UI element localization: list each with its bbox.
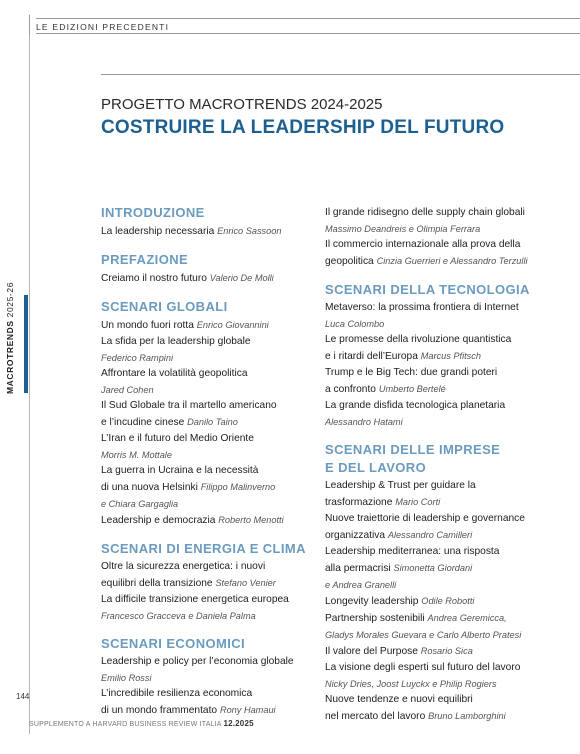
toc-entry: equilibri della transizione Stefano Venier <box>101 578 276 589</box>
margin-rule <box>29 35 30 734</box>
toc-entry: La difficile transizione energetica europea <box>101 594 289 605</box>
toc-entry: alla permacrisi Simonetta Giordani <box>325 563 473 574</box>
section-heading: SCENARI GLOBALI <box>101 299 228 314</box>
toc-entry: Il grande ridisegno delle supply chain globali <box>325 207 525 218</box>
toc-entry: Il commercio internazionale alla prova della <box>325 239 521 250</box>
section-heading: E DEL LAVORO <box>325 460 427 475</box>
toc-author: Emilio Rossi <box>101 673 152 683</box>
section-heading: SCENARI DELLE IMPRESE <box>325 442 501 457</box>
toc-column-right <box>325 205 547 725</box>
toc-entry: Un mondo fuori rotta Enrico Giovannini <box>101 320 269 331</box>
toc-entry: di una nuova Helsinki Filippo Malinverno <box>101 482 276 493</box>
page-title: COSTRUIRE LA LEADERSHIP DEL FUTURO <box>101 117 505 138</box>
toc-author: Luca Colombo <box>325 319 385 329</box>
section-heading: PREFAZIONE <box>101 252 189 267</box>
toc-entry: Longevity leadership Odile Robotti <box>325 596 475 607</box>
toc-entry: L’Iran e il futuro del Medio Oriente <box>101 433 254 444</box>
page-number: 144 <box>16 692 30 701</box>
section-heading: INTRODUZIONE <box>101 205 205 220</box>
footer <box>29 719 254 728</box>
header-rule-top <box>36 18 580 19</box>
toc-entry: Creiamo il nostro futuro Valerio De Molli <box>101 273 274 284</box>
toc-entry: Partnership sostenibili Andrea Geremicca, <box>325 613 507 624</box>
sidebar-brand: MACROTRENDS <box>5 320 15 394</box>
toc-entry: e i ritardi dell’Europa Marcus Pfitsch <box>325 351 481 362</box>
title-rule <box>101 74 580 75</box>
toc-author: e Andrea Granelli <box>325 580 397 590</box>
sidebar-years: 2025-26 <box>5 281 15 318</box>
toc-entry: di un mondo frammentato Rony Hamaui <box>101 705 276 716</box>
toc-entry: Leadership & Trust per guidare la <box>325 480 476 491</box>
toc-author: Alessandro Hatami <box>325 417 403 427</box>
footer-supplement: SUPPLEMENTO A HARVARD BUSINESS REVIEW ITALIA <box>29 721 222 728</box>
toc-author: Nicky Dries, Joost Luyckx e Philip Rogiers <box>325 679 497 689</box>
toc-entry: Affrontare la volatilità geopolitica <box>101 368 248 379</box>
toc-entry: Trump e le Big Tech: due grandi poteri <box>325 367 498 378</box>
kicker: PROGETTO MACROTRENDS 2024-2025 <box>101 96 383 113</box>
toc-entry: Leadership mediterranea: una risposta <box>325 546 500 557</box>
section-heading: SCENARI DI ENERGIA E CLIMA <box>101 541 306 556</box>
toc-entry: e l’incudine cinese Danilo Taino <box>101 417 238 428</box>
toc-entry: organizzativa Alessandro Camilleri <box>325 530 473 541</box>
toc-entry: trasformazione Mario Corti <box>325 497 441 508</box>
toc-column-left <box>101 205 313 719</box>
toc-entry: Metaverso: la prossima frontiera di Internet <box>325 302 519 313</box>
toc-entry: Nuove traiettorie di leadership e governance <box>325 513 525 524</box>
sidebar-label <box>5 282 15 394</box>
toc-entry: Leadership e policy per l’economia globale <box>101 656 294 667</box>
toc-entry: Il valore del Purpose Rosario Sica <box>325 646 473 657</box>
toc-entry: La sfida per la leadership globale <box>101 336 251 347</box>
toc-entry: La guerra in Ucraina e la necessità <box>101 465 259 476</box>
toc-entry: La visione degli esperti sul futuro del lavoro <box>325 662 521 673</box>
toc-entry: Nuove tendenze e nuovi equilibri <box>325 694 473 705</box>
toc-entry: La grande disfida tecnologica planetaria <box>325 400 506 411</box>
toc-entry: Le promesse della rivoluzione quantistica <box>325 334 512 345</box>
header-rule-bottom <box>36 33 580 34</box>
toc-entry: nel mercato del lavoro Bruno Lamborghini <box>325 711 506 722</box>
toc-entry: La leadership necessaria Enrico Sassoon <box>101 226 282 237</box>
toc-entry: Il Sud Globale tra il martello americano <box>101 400 277 411</box>
toc-author: e Chiara Gargaglia <box>101 499 179 509</box>
toc-author: Morris M. Mottale <box>101 450 172 460</box>
sidebar-accent-bar <box>24 295 28 393</box>
toc-author: Federico Rampini <box>101 353 173 363</box>
running-header: LE EDIZIONI PRECEDENTI <box>36 22 170 32</box>
toc-author: Massimo Deandreis e Olimpia Ferrara <box>325 224 481 234</box>
toc-entry: L’incredibile resilienza economica <box>101 688 253 699</box>
toc-entry: Leadership e democrazia Roberto Menotti <box>101 515 284 526</box>
toc-author: Gladys Morales Guevara e Carlo Alberto Pratesi <box>325 630 522 640</box>
section-heading: SCENARI ECONOMICI <box>101 636 246 651</box>
footer-issue: 12.2025 <box>223 719 254 728</box>
toc-author: Francesco Gracceva e Daniela Palma <box>101 611 256 621</box>
toc-author: Jared Cohen <box>101 385 154 395</box>
header-tick <box>29 15 30 35</box>
toc-entry: Oltre la sicurezza energetica: i nuovi <box>101 561 266 572</box>
section-heading: SCENARI DELLA TECNOLOGIA <box>325 282 530 297</box>
toc-entry: geopolitica Cinzia Guerrieri e Alessandro Terzulli <box>325 256 528 267</box>
toc-entry: a confronto Umberto Bertelé <box>325 384 446 395</box>
